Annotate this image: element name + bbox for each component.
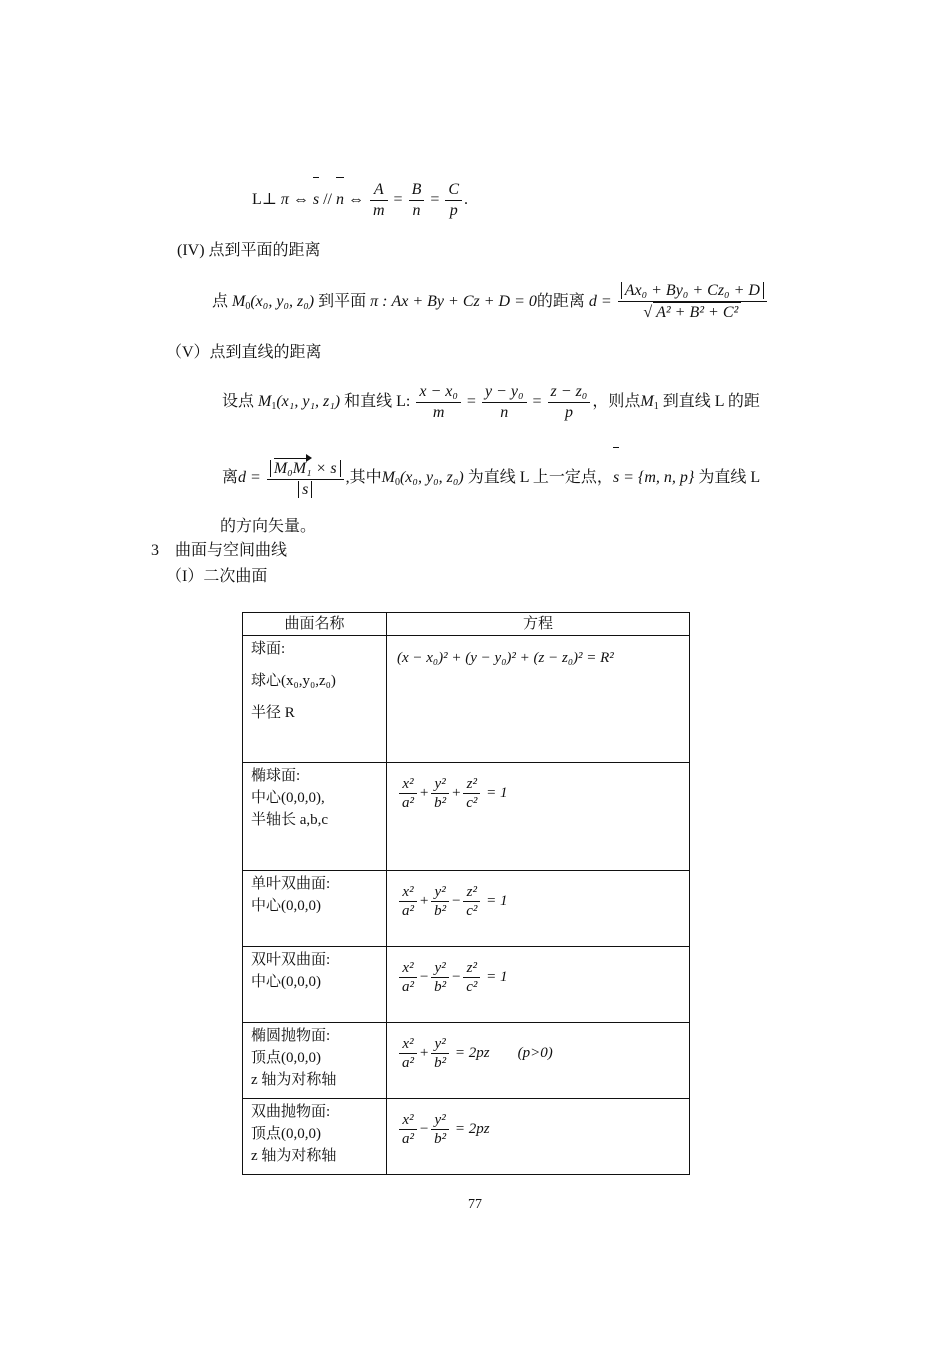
- surface-name-cell: [243, 763, 387, 871]
- table-row: [243, 871, 690, 947]
- plane-distance-denominator: A² + B² + C²: [653, 302, 741, 323]
- li-text: 离: [222, 469, 239, 486]
- distance-word: 的距离: [536, 293, 585, 310]
- s-vector-ref: s: [613, 446, 619, 510]
- quadric-surfaces-table: [242, 612, 690, 1175]
- intro-text: 点: [212, 293, 229, 310]
- surface-name-cell: [243, 1023, 387, 1099]
- frac-c-p: $\frac{C}{p}$: [445, 180, 462, 221]
- point-m1-ref-sub: 1: [653, 401, 659, 412]
- surface-name-line: 双叶双曲面:: [251, 952, 331, 968]
- table-header-row: [243, 613, 690, 636]
- pi-symbol: π: [280, 191, 289, 208]
- perp-condition-formula: [252, 176, 468, 224]
- surface-name-line: 半轴长 a,b,c: [251, 812, 329, 828]
- to-plane-text: 到平面: [318, 293, 367, 310]
- surface-name-line: 双曲抛物面:: [251, 1104, 331, 1120]
- surface-name-cell: [243, 871, 387, 947]
- surface-name-cell: [243, 1099, 387, 1175]
- equation-cell: [387, 1099, 690, 1175]
- equals-2: =: [430, 191, 440, 208]
- surface-name-line: 椭圆抛物面:: [251, 1028, 331, 1044]
- direction-vector-text: 的方向矢量。: [220, 518, 317, 535]
- plane-distance-numerator: Ax₀ + By₀ + Cz₀ + D: [621, 282, 764, 299]
- then-text: ，则点: [592, 393, 641, 410]
- equation-cell: [387, 636, 690, 763]
- surface-name-line: 椭球面:: [251, 768, 301, 784]
- paraboloid-condition: (p>0): [517, 1045, 553, 1061]
- point-line-setup: [222, 378, 760, 431]
- point-m1-ref: M: [640, 393, 654, 410]
- point-line-distance-formula: [222, 446, 760, 515]
- surface-name-line: 球面:: [251, 641, 286, 657]
- equals-1: =: [393, 191, 403, 208]
- set-point-text: 设点: [222, 393, 255, 410]
- equation-cell: [387, 947, 690, 1023]
- surface-name-line: 半径 R: [251, 705, 295, 721]
- line-distance-fraction: [267, 457, 344, 500]
- point-m0-ref: M: [381, 469, 395, 486]
- parallel-symbol: //: [323, 191, 332, 208]
- equation-cell: [387, 871, 690, 947]
- cross-s: × s: [315, 459, 337, 477]
- point-m0-ref-sub: 0: [394, 477, 400, 488]
- plane-equation: π : Ax + By + Cz + D = 0: [370, 293, 537, 310]
- point-m1-coords: (x₁, y₁, z₁): [276, 393, 341, 410]
- table-row: [243, 763, 690, 871]
- point-m1-sub: 1: [271, 401, 277, 412]
- direction-text: 为直线 L: [698, 469, 761, 486]
- surface-name-line: z 轴为对称轴: [251, 1072, 337, 1088]
- header-surface-name: 曲面名称: [243, 613, 387, 636]
- point-m1: M: [258, 393, 272, 410]
- where-text: ,其中: [345, 469, 382, 486]
- perp-prefix: L⊥: [252, 191, 277, 208]
- surface-name-line: 中心(0,0,0): [251, 974, 321, 990]
- period: .: [464, 191, 469, 208]
- line-equals-2: =: [532, 393, 542, 410]
- header-equation: 方程: [387, 613, 690, 636]
- plane-distance-fraction: $\frac{\text{Ax₀ + By₀ + Cz₀ + D}}{\text{√ A² + B² + C²}}$: [618, 281, 767, 323]
- point-m0-sub: 0: [245, 301, 251, 312]
- section-3-heading: 3 曲面与空间曲线: [151, 542, 288, 559]
- hyperbolic-paraboloid-equation: $\frac{\text{x²}}{\text{a²}}$ − $\frac{\text{y²}}{\text{b²}}$ = 2pz: [397, 1111, 681, 1148]
- line-frac-x: $\frac{\text{x − x₀}}{m}$: [416, 382, 461, 423]
- point-plane-distance-formula: [212, 270, 769, 339]
- point-m0-coords: (x₀, y₀, z₀): [250, 293, 315, 310]
- fixed-point-text: 为直线 L 上一定点，: [467, 469, 613, 486]
- elliptic-paraboloid-equation: $\frac{\text{x²}}{\text{a²}}$ + $\frac{\text{y²}}{\text{b²}}$ = 2pz (p>0): [397, 1035, 681, 1072]
- and-line-text: 和直线 L:: [344, 393, 411, 410]
- surface-name-line: z 轴为对称轴: [251, 1148, 337, 1164]
- iff-symbol-1: ⇔: [292, 191, 309, 208]
- ellipsoid-equation: $\frac{\text{x²}}{\text{a²}}$ + $\frac{\text{y²}}{\text{b²}}$ + $\frac{\text{z²}}{\text{c²}}$ = 1: [397, 775, 681, 812]
- table-row: [243, 1099, 690, 1175]
- surface-name-cell: [243, 947, 387, 1023]
- surface-name-line: 中心(0,0,0),: [251, 790, 325, 806]
- to-line-text: 到直线 L 的距: [662, 393, 760, 410]
- d-equals: d =: [588, 293, 612, 310]
- line-frac-y: $\frac{\text{y − y₀}}{n}$: [482, 382, 527, 423]
- point-m0-ref-coords: (x₀, y₀, z₀): [399, 469, 464, 486]
- section-3-sub-heading: （I）二次曲面: [166, 568, 268, 585]
- line-frac-z: $\frac{\text{z − z₀}}{p}$: [548, 382, 591, 423]
- surface-name-line: 中心(0,0,0): [251, 898, 321, 914]
- norm-s: s: [298, 481, 312, 498]
- n-vector: n: [336, 176, 344, 224]
- s-vector: s: [313, 176, 319, 224]
- surface-name-cell: [243, 636, 387, 763]
- point-m0: M: [232, 293, 246, 310]
- surface-name-line: 顶点(0,0,0): [251, 1126, 321, 1142]
- section-iv-heading: (IV) 点到平面的距离: [177, 242, 321, 259]
- page-number: 77: [468, 1197, 482, 1212]
- s-definition: = {m, n, p}: [623, 469, 695, 486]
- table-row: [243, 947, 690, 1023]
- one-sheet-hyperboloid-equation: $\frac{\text{x²}}{\text{a²}}$ + $\frac{\text{y²}}{\text{b²}}$ − $\frac{\text{z²}}{\text{c²}}$ = 1: [397, 883, 681, 920]
- sphere-equation: (x − x₀)² + (y − y₀)² + (z − z₀)² = R²: [397, 650, 614, 666]
- frac-b-n: $\frac{B}{n}$: [409, 180, 425, 221]
- two-sheet-hyperboloid-equation: $\frac{\text{x²}}{\text{a²}}$ − $\frac{\text{y²}}{\text{b²}}$ − $\frac{\text{z²}}{\text{c²}}$ = 1: [397, 959, 681, 996]
- surface-name-line: 球心(x₀,y₀,z₀): [251, 673, 336, 689]
- m0m1-vector: M₀M₁: [274, 457, 312, 479]
- equation-cell: [387, 763, 690, 871]
- section-v-heading: （V）点到直线的距离: [166, 344, 322, 361]
- line-equals-1: =: [466, 393, 476, 410]
- frac-a-m: $\frac{A}{m}$: [370, 180, 388, 221]
- surface-name-line: 单叶双曲面:: [251, 876, 331, 892]
- iff-symbol-2: ⇔: [347, 191, 364, 208]
- surface-name-line: 顶点(0,0,0): [251, 1050, 321, 1066]
- table-row: [243, 1023, 690, 1099]
- table-row: [243, 636, 690, 763]
- equation-cell: [387, 1023, 690, 1099]
- line-d-equals: d =: [238, 469, 261, 486]
